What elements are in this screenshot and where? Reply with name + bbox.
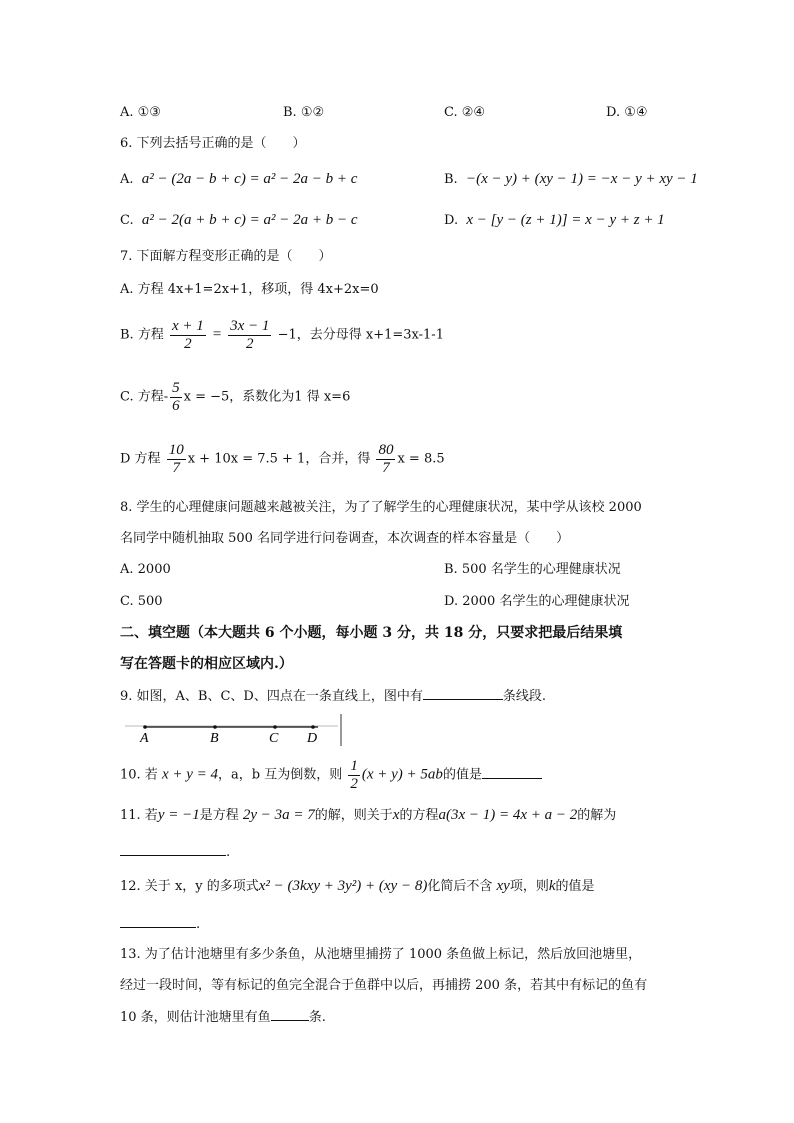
q6-option-a: A. a² − (2a − b + c) = a² − 2a − b + c <box>120 171 358 187</box>
q5-option-c: C. ②④ <box>444 105 486 120</box>
q7-option-c: C. 方程- $\frac{5}{6}$ x = −5，系数化为1 得 x=6 <box>120 380 351 414</box>
q6-option-b: B. −(x − y) + (xy − 1) = −x − y + xy − 1 <box>444 171 698 187</box>
q10-stem: 10. 若 x + y = 4，a，b 互为倒数，则 $\frac{1}{2}$ (x + y) + 5ab的值是 <box>120 758 542 792</box>
q8-option-a: A. 2000 <box>120 562 171 577</box>
q11-answer-line: . <box>120 846 230 859</box>
answer-blank <box>120 854 226 856</box>
section-heading-line1: 二、填空题（本大题共 6 个小题，每小题 3 分，共 18 分，只要求把最后结果填 <box>120 625 623 641</box>
q6-option-d: D. x − [y − (z + 1)] = x − y + z + 1 <box>444 212 665 228</box>
q7-option-d: D 方程 $\frac{10}{7}$ x + 10x = 7.5 + 1，合并，得 $\frac{80}{7}$ x = 8.5 <box>120 442 445 476</box>
q8-line1: 8. 学生的心理健康问题越来越被关注，为了了解学生的心理健康状况，某中学从该校 2000 <box>120 500 642 515</box>
q13-line2: 经过一段时间，等有标记的鱼完全混合于鱼群中以后，再捕捞 200 条，若其中有标记的鱼有 <box>120 978 648 993</box>
label-d: D <box>307 731 318 746</box>
fraction: $\frac{3x - 1}{2}$ <box>230 318 270 352</box>
q7-option-a: A. 方程 4x+1=2x+1，移项，得 4x+2x=0 <box>120 282 379 297</box>
fraction: $\frac{x + 1}{2}$ <box>171 318 204 352</box>
point-a <box>143 725 147 729</box>
section-heading-line2: 写在答题卡的相应区域内.） <box>120 656 293 672</box>
label-c: C <box>269 731 279 746</box>
label-a: A <box>140 731 149 746</box>
point-c <box>273 725 277 729</box>
line-segment-figure <box>120 712 350 748</box>
point-b <box>213 725 217 729</box>
q12-answer-line: . <box>120 918 200 931</box>
q8-line2: 名同学中随机抽取 500 名同学进行问卷调查，本次调查的样本容量是（ ） <box>120 531 570 546</box>
q8-option-b: B. 500 名学生的心理健康状况 <box>444 562 621 577</box>
q9-stem: 9. 如图，A、B、C、D、四点在一条直线上，图中有 条线段. <box>120 689 546 704</box>
q5-option-d: D. ①④ <box>606 105 648 120</box>
q7-option-b: B. 方程 $\frac{x + 1}{2}$ = $\frac{3x - 1}{2}$ −1，去分母得 x+1=3x-1-1 <box>120 318 444 352</box>
q12-stem: 12. 关于 x，y 的多项式x² − (3kxy + 3y²) + (xy − 8)化简后不含 xy项，则k的值是 <box>120 878 595 894</box>
point-d <box>311 725 315 729</box>
answer-blank <box>120 926 196 928</box>
fraction: $\frac{80}{7}$ <box>378 442 394 476</box>
fraction: $\frac{5}{6}$ <box>172 380 180 414</box>
q6-stem: 6. 下列去括号正确的是（ ） <box>120 136 306 151</box>
q5-option-a: A. ①③ <box>120 105 161 120</box>
answer-blank <box>271 1019 309 1021</box>
fraction: $\frac{1}{2}$ <box>350 758 358 792</box>
q7-stem: 7. 下面解方程变形正确的是（ ） <box>120 249 332 264</box>
q13-line3: 10 条，则估计池塘里有鱼 条. <box>120 1010 326 1025</box>
q6-option-c: C. a² − 2(a + b + c) = a² − 2a + b − c <box>120 212 358 228</box>
label-b: B <box>210 731 219 746</box>
q13-line1: 13. 为了估计池塘里有多少条鱼，从池塘里捕捞了 1000 条鱼做上标记，然后放回池塘里， <box>120 947 642 962</box>
answer-blank <box>482 777 542 779</box>
q5-option-b: B. ①② <box>283 105 325 120</box>
q8-option-d: D. 2000 名学生的心理健康状况 <box>444 594 630 609</box>
q11-stem: 11. 若y = −1是方程 2y − 3a = 7的解，则关于x的方程a(3x − 1) = 4x + a − 2的解为 <box>120 807 617 823</box>
fraction: $\frac{10}{7}$ <box>168 442 184 476</box>
q8-option-c: C. 500 <box>120 594 163 609</box>
answer-blank <box>423 698 503 700</box>
